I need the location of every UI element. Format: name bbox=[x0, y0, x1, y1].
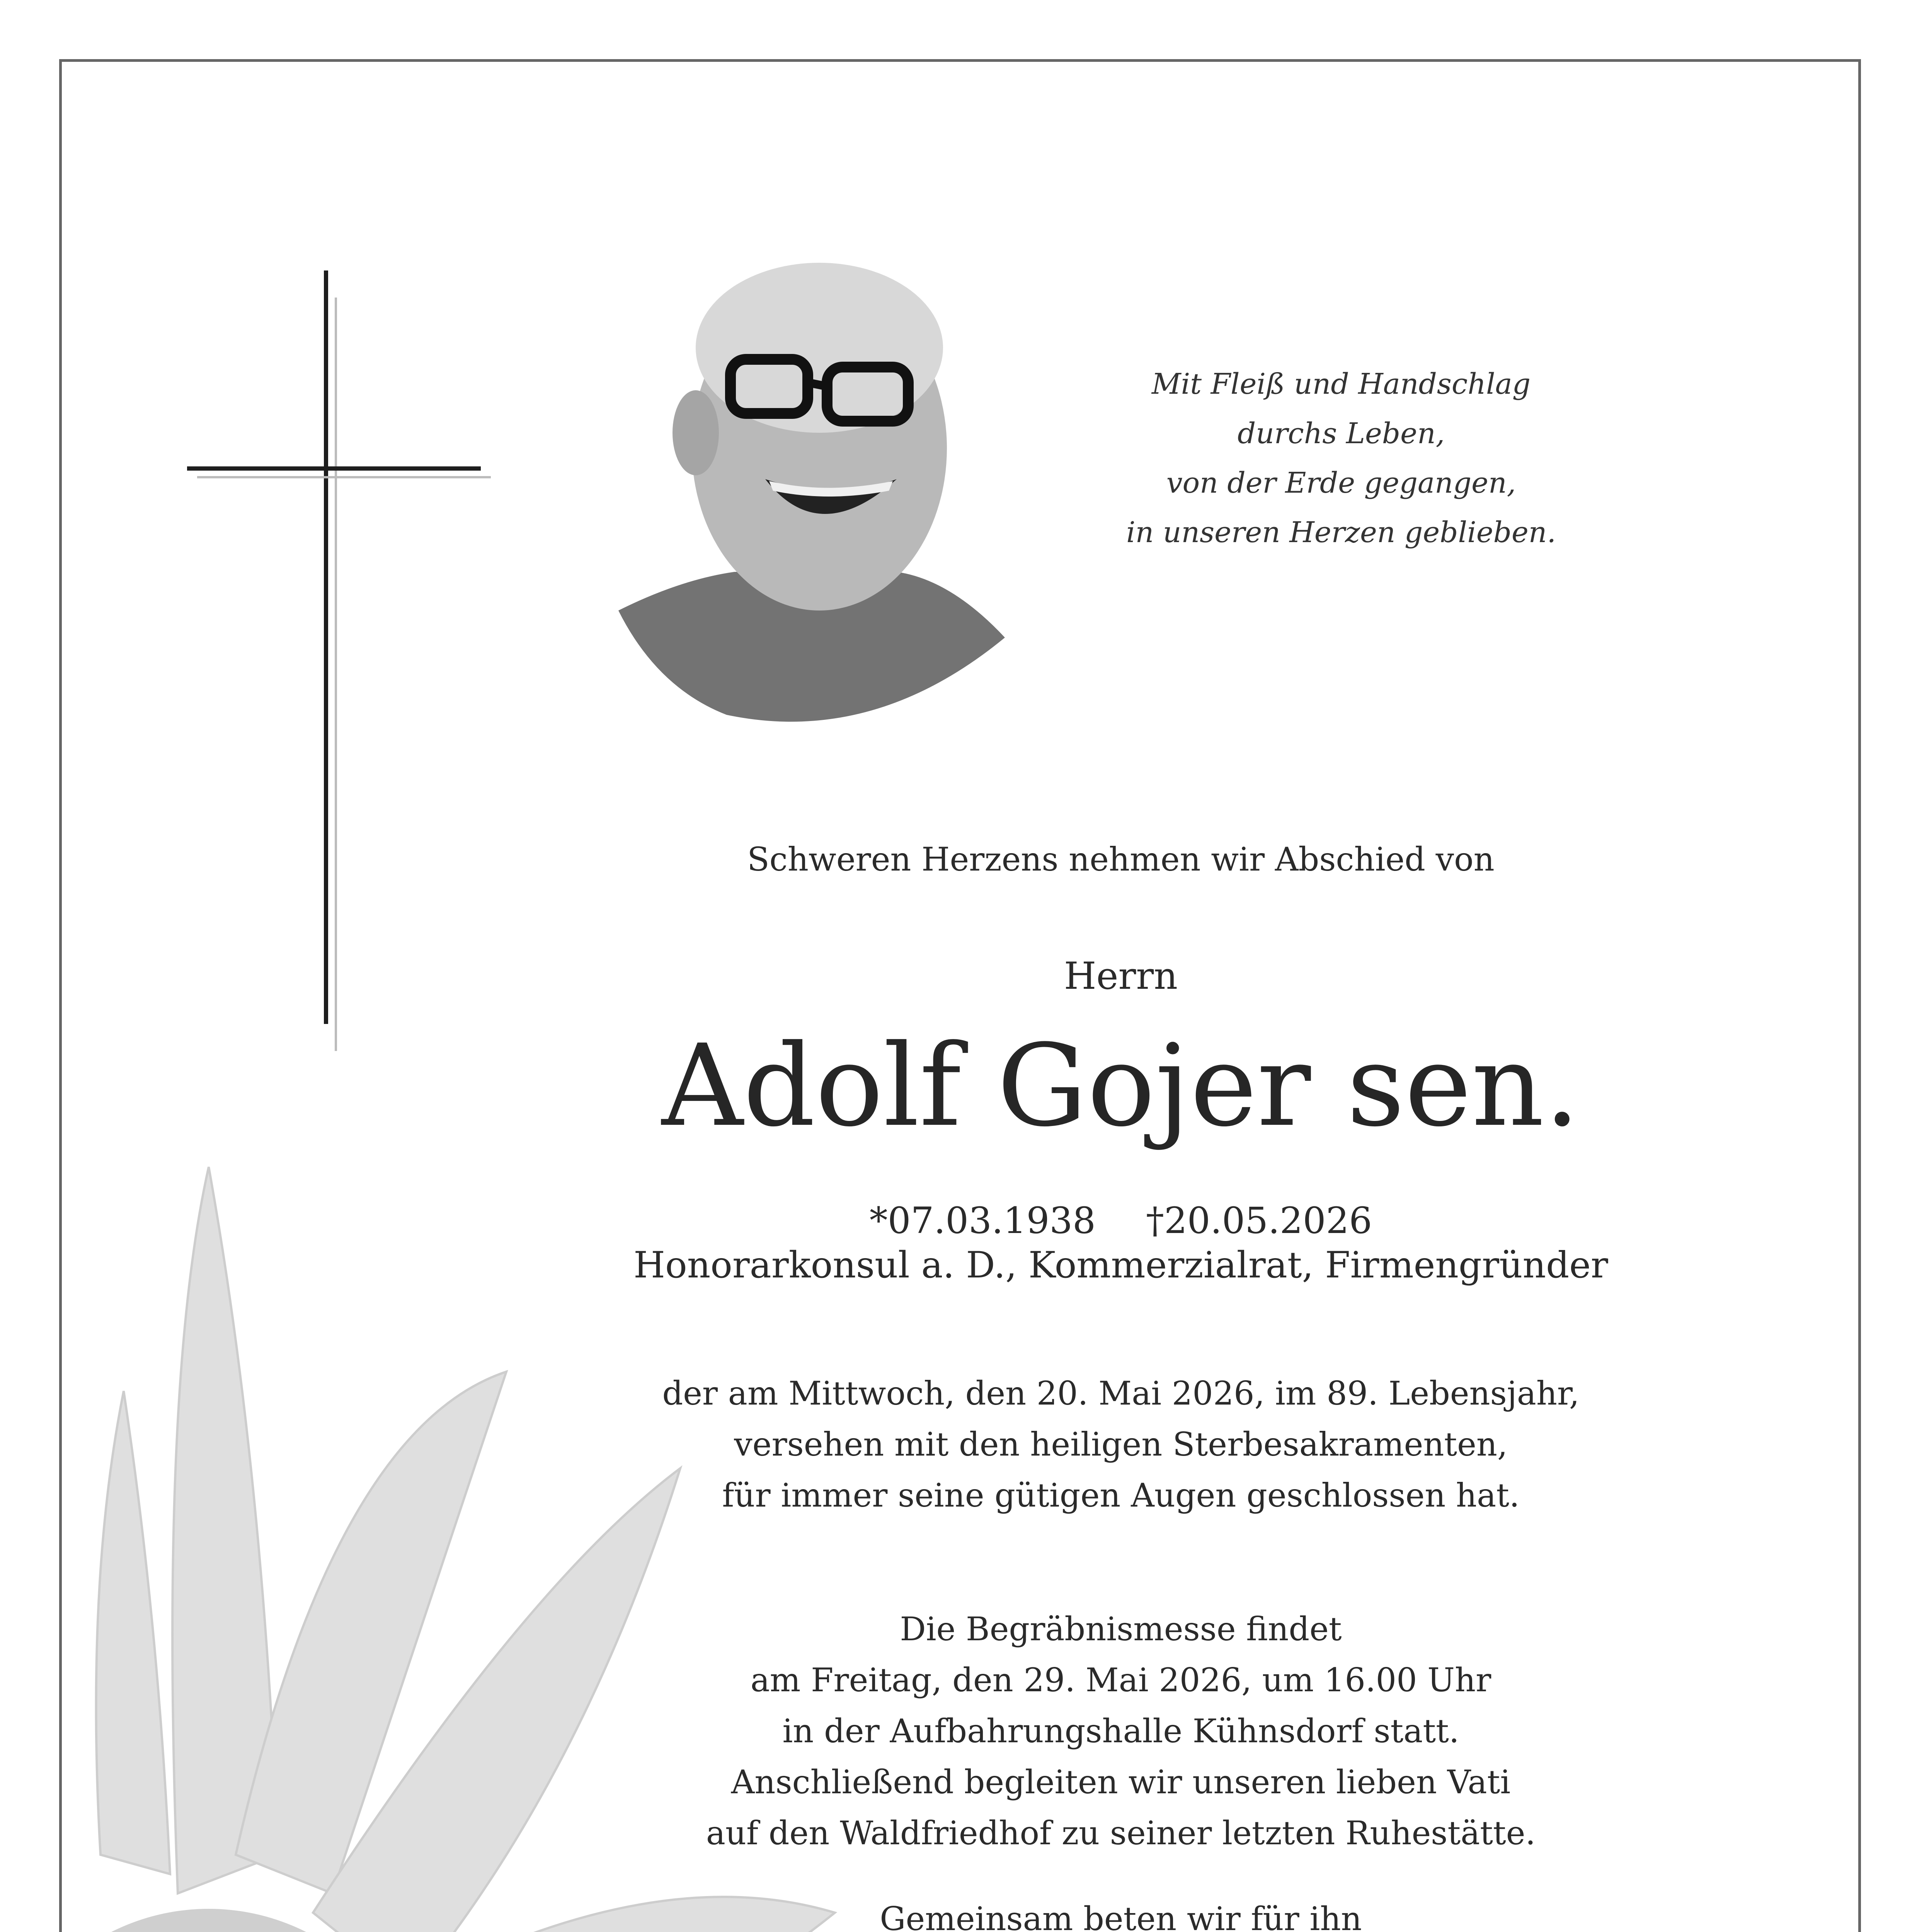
deceased-name: Adolf Gojer sen. bbox=[661, 1020, 1580, 1151]
life-dates bbox=[576, 1190, 1666, 1252]
cross-bar-shadow bbox=[197, 476, 491, 478]
motto-line: in unseren Herzen geblieben. bbox=[1126, 516, 1556, 549]
prayer-line: Gemeinsam beten wir für ihn bbox=[880, 1900, 1362, 1932]
death-notice bbox=[576, 1368, 1666, 1521]
titles: Honorarkonsul a. D., Kommerzialrat, Firmengründer bbox=[633, 1244, 1608, 1286]
prayer-info bbox=[576, 1893, 1666, 1932]
motto-verse bbox=[1074, 359, 1608, 557]
funeral-line: auf den Waldfriedhof zu seiner letzten Ruhestätte. bbox=[706, 1814, 1536, 1852]
funeral-info bbox=[576, 1604, 1666, 1859]
notice-line: für immer seine gütigen Augen geschlossen hat. bbox=[722, 1476, 1520, 1514]
notice-line: der am Mittwoch, den 20. Mai 2026, im 89. Lebensjahr, bbox=[662, 1374, 1580, 1412]
motto-line: Mit Fleiß und Handschlag bbox=[1151, 367, 1531, 401]
birth-date: *07.03.1938 bbox=[869, 1200, 1096, 1242]
motto-line: von der Erde gegangen, bbox=[1166, 466, 1516, 500]
cross-icon bbox=[324, 270, 328, 1024]
death-date: †20.05.2026 bbox=[1146, 1200, 1372, 1242]
motto-line: durchs Leben, bbox=[1237, 417, 1445, 450]
funeral-line: in der Aufbahrungshalle Kühnsdorf statt. bbox=[782, 1712, 1459, 1750]
portrait-photo bbox=[603, 232, 1013, 746]
salutation: Herrn bbox=[1064, 954, 1178, 998]
cross-bar bbox=[187, 466, 481, 471]
funeral-line: Anschließend begleiten wir unseren lieben Vati bbox=[731, 1763, 1511, 1801]
cross-shadow bbox=[335, 298, 337, 1051]
funeral-line: am Freitag, den 29. Mai 2026, um 16.00 Uhr bbox=[750, 1661, 1491, 1699]
lead-text: Schweren Herzens nehmen wir Abschied von bbox=[747, 840, 1495, 878]
funeral-line: Die Begräbnismesse findet bbox=[900, 1610, 1342, 1648]
notice-line: versehen mit den heiligen Sterbesakramenten, bbox=[734, 1425, 1508, 1463]
